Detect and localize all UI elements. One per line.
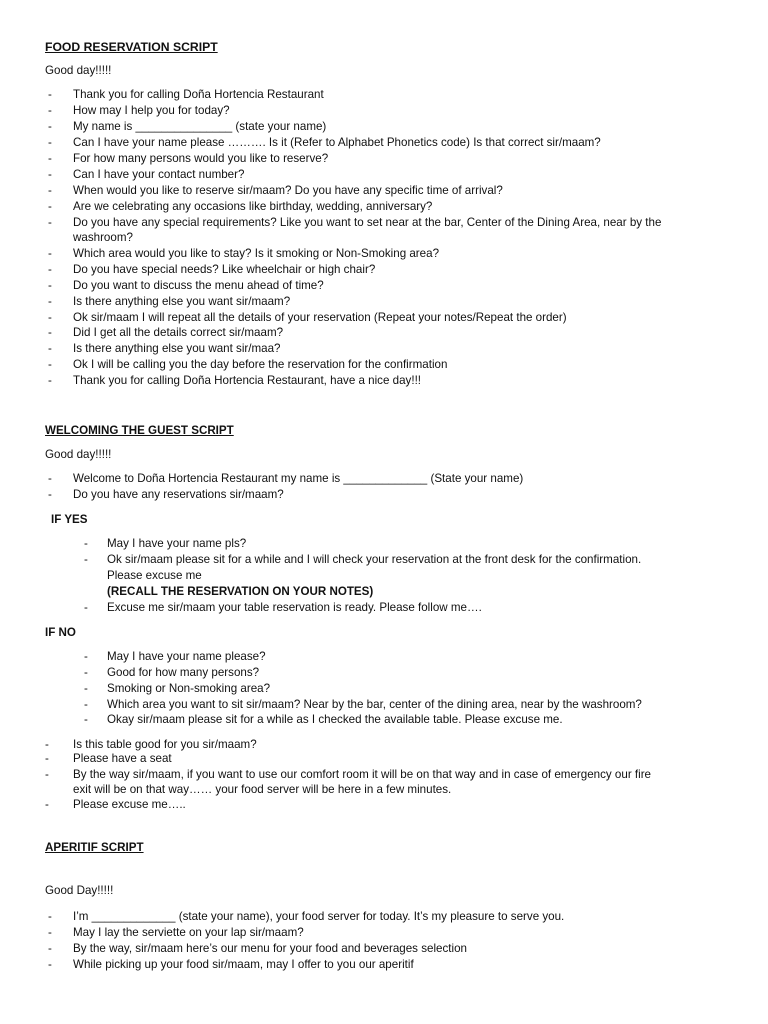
- list-bullet-dash: -: [48, 472, 52, 485]
- reservation-title: FOOD RESERVATION SCRIPT: [45, 40, 218, 54]
- list-bullet-dash: -: [48, 326, 52, 339]
- list-bullet-dash: -: [48, 279, 52, 292]
- list-item: Okay sir/maam please sit for a while as I checked the available table. Please excuse me.: [107, 713, 563, 726]
- list-item: May I have your name please?: [107, 650, 266, 663]
- list-item: Do you have any reservations sir/maam?: [73, 488, 284, 501]
- list-item: My name is _______________ (state your name): [73, 120, 327, 133]
- list-item: Is this table good for you sir/maam?: [73, 738, 257, 751]
- list-item: Do you want to discuss the menu ahead of time?: [73, 279, 324, 292]
- list-item: Thank you for calling Doña Hortencia Restaurant: [73, 88, 324, 101]
- list-item: Did I get all the details correct sir/maam?: [73, 326, 284, 339]
- list-item: (RECALL THE RESERVATION ON YOUR NOTES): [107, 585, 374, 598]
- list-item: Is there anything else you want sir/maam?: [73, 295, 291, 308]
- list-bullet-dash: -: [48, 926, 52, 939]
- list-item: Do you have special needs? Like wheelchair or high chair?: [73, 263, 376, 276]
- if-no-label: IF NO: [45, 626, 76, 639]
- list-item: I’m _____________ (state your name), your food server for today. It’s my pleasure to serve you.: [73, 910, 565, 923]
- list-item: Is there anything else you want sir/maa?: [73, 342, 281, 355]
- list-item: Ok sir/maam I will repeat all the details of your reservation (Repeat your notes/Repeat the order): [73, 311, 567, 324]
- aperitif-greeting: Good Day!!!!!: [45, 884, 114, 897]
- list-bullet-dash: -: [48, 247, 52, 260]
- list-item: While picking up your food sir/maam, may I offer to you our aperitif: [73, 958, 414, 971]
- list-bullet-dash: -: [48, 958, 52, 971]
- list-bullet-dash: -: [45, 768, 49, 781]
- list-item: By the way, sir/maam here’s our menu for your food and beverages selection: [73, 942, 467, 955]
- list-item: Please have a seat: [73, 752, 172, 765]
- list-bullet-dash: -: [48, 136, 52, 149]
- list-item: Which area would you like to stay? Is it smoking or Non-Smoking area?: [73, 247, 440, 260]
- list-bullet-dash: -: [48, 104, 52, 117]
- list-item: When would you like to reserve sir/maam? Do you have any specific time of arrival?: [73, 184, 503, 197]
- list-bullet-dash: -: [48, 910, 52, 923]
- list-item: Good for how many persons?: [107, 666, 260, 679]
- list-bullet-dash: -: [48, 168, 52, 181]
- list-bullet-dash: -: [84, 666, 88, 679]
- list-bullet-dash: -: [48, 216, 52, 229]
- list-bullet-dash: -: [48, 88, 52, 101]
- list-bullet-dash: -: [45, 798, 49, 811]
- list-item: For how many persons would you like to reserve?: [73, 152, 329, 165]
- list-bullet-dash: -: [48, 120, 52, 133]
- list-item: Please excuse me…..: [73, 798, 186, 811]
- list-bullet-dash: -: [48, 488, 52, 501]
- list-bullet-dash: -: [84, 713, 88, 726]
- list-item: exit will be on that way…… your food server will be here in a few minutes.: [73, 783, 452, 796]
- list-bullet-dash: -: [45, 752, 49, 765]
- list-item: Excuse me sir/maam your table reservation is ready. Please follow me….: [107, 601, 482, 614]
- welcoming-greeting: Good day!!!!!: [45, 448, 112, 461]
- list-item: Are we celebrating any occasions like birthday, wedding, anniversary?: [73, 200, 433, 213]
- list-item: Thank you for calling Doña Hortencia Restaurant, have a nice day!!!: [73, 374, 422, 387]
- list-item: Smoking or Non-smoking area?: [107, 682, 271, 695]
- list-bullet-dash: -: [84, 698, 88, 711]
- list-bullet-dash: -: [84, 537, 88, 550]
- list-item: Can I have your name please ………. Is it (Refer to Alphabet Phonetics code) Is that correct sir/maam?: [73, 136, 601, 149]
- list-item: washroom?: [73, 231, 133, 244]
- list-item: By the way sir/maam, if you want to use our comfort room it will be on that way and in case of emergency our fire: [73, 768, 652, 781]
- list-item: Ok sir/maam please sit for a while and I will check your reservation at the front desk for the confirmation.: [107, 553, 642, 566]
- list-item: Please excuse me: [107, 569, 202, 582]
- list-bullet-dash: -: [84, 553, 88, 566]
- aperitif-title: APERITIF SCRIPT: [45, 841, 144, 854]
- list-bullet-dash: -: [48, 358, 52, 371]
- welcoming-title: WELCOMING THE GUEST SCRIPT: [45, 424, 234, 437]
- list-item: How may I help you for today?: [73, 104, 230, 117]
- list-bullet-dash: -: [48, 942, 52, 955]
- list-item: Do you have any special requirements? Like you want to set near at the bar, Center of the Dining Area, near by the: [73, 216, 662, 229]
- list-bullet-dash: -: [48, 342, 52, 355]
- list-bullet-dash: -: [48, 311, 52, 324]
- list-item: Welcome to Doña Hortencia Restaurant my name is _____________ (State your name): [73, 472, 524, 485]
- list-item: Which area you want to sit sir/maam? Near by the bar, center of the dining area, near by the washroom?: [107, 698, 642, 711]
- list-bullet-dash: -: [84, 682, 88, 695]
- list-bullet-dash: -: [48, 184, 52, 197]
- list-bullet-dash: -: [48, 295, 52, 308]
- if-yes-label: IF YES: [51, 513, 88, 526]
- list-bullet-dash: -: [48, 374, 52, 387]
- list-bullet-dash: -: [48, 152, 52, 165]
- list-bullet-dash: -: [48, 200, 52, 213]
- list-item: May I lay the serviette on your lap sir/maam?: [73, 926, 304, 939]
- list-bullet-dash: -: [84, 601, 88, 614]
- list-bullet-dash: -: [84, 650, 88, 663]
- list-item: May I have your name pls?: [107, 537, 247, 550]
- list-bullet-dash: -: [48, 263, 52, 276]
- list-item: Ok I will be calling you the day before the reservation for the confirmation: [73, 358, 448, 371]
- reservation-greeting: Good day!!!!!: [45, 64, 112, 77]
- list-bullet-dash: -: [45, 738, 49, 751]
- list-item: Can I have your contact number?: [73, 168, 245, 181]
